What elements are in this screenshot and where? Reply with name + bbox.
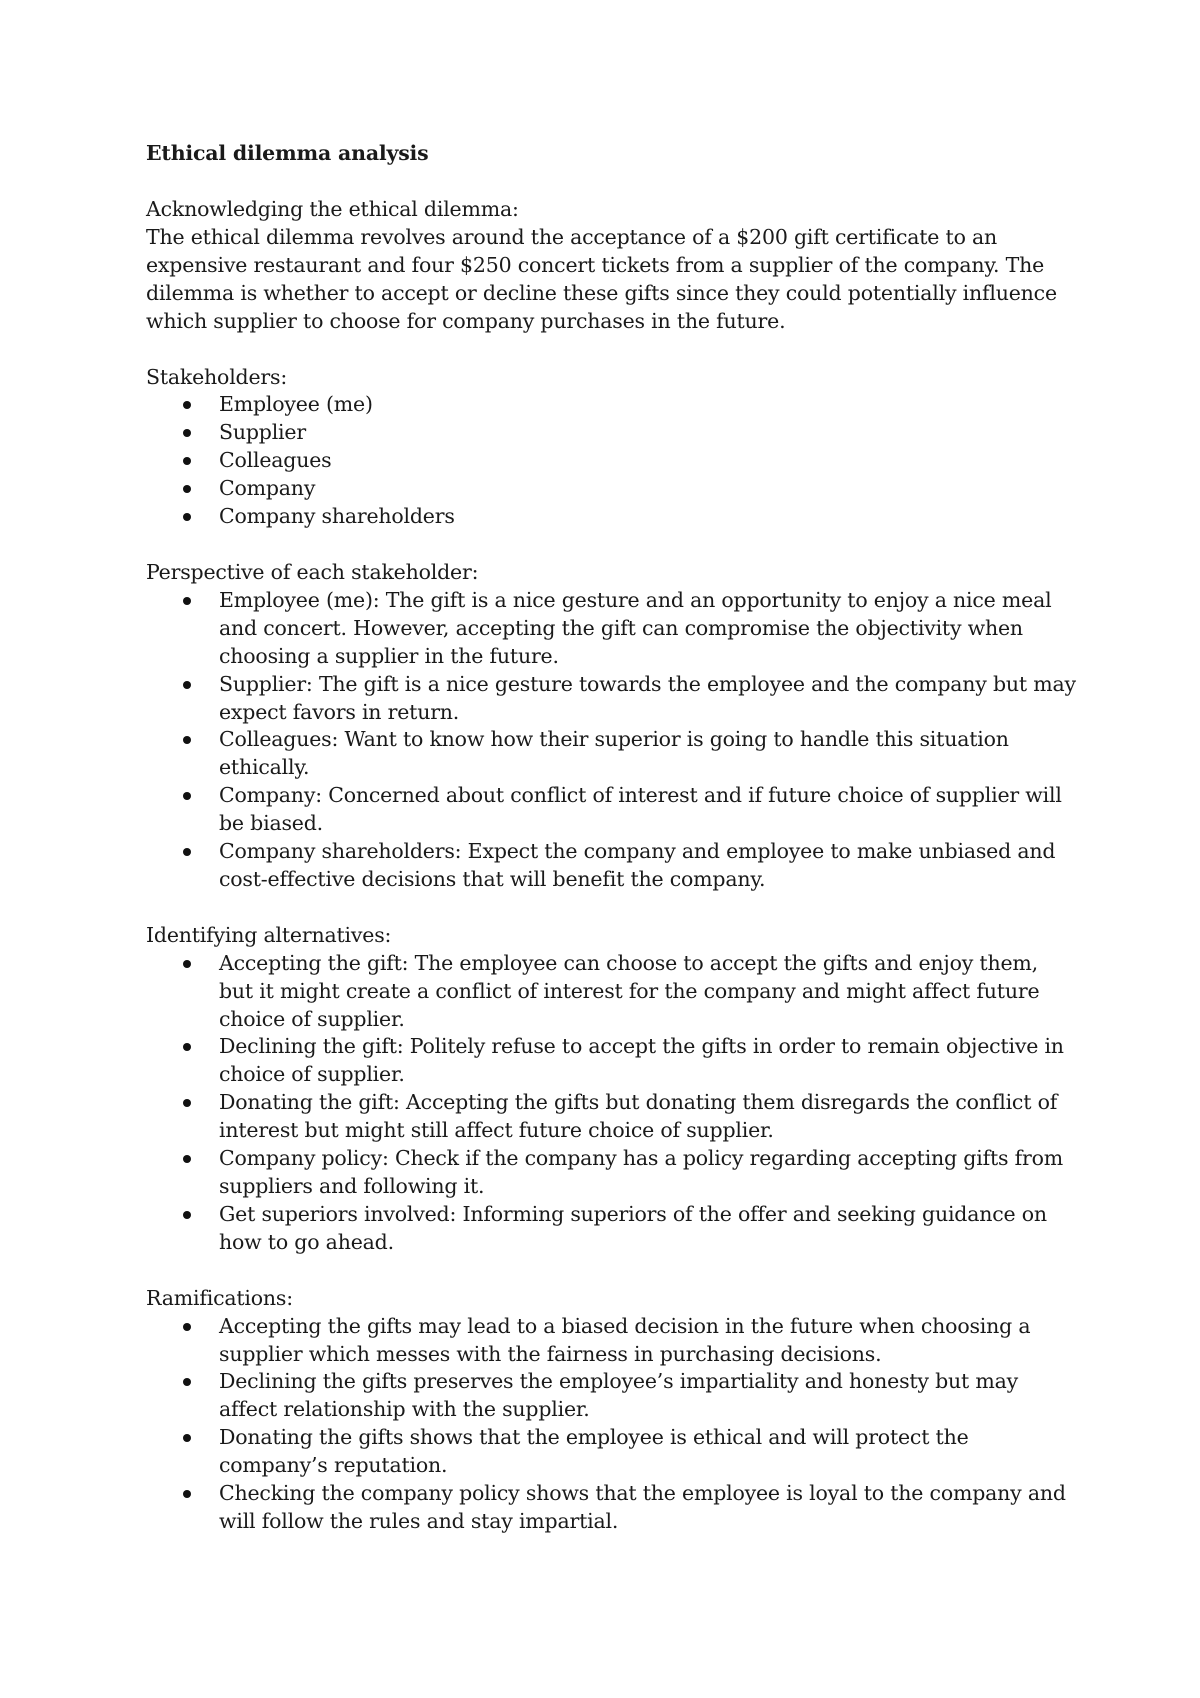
list-item-text: Company (219, 476, 316, 501)
section-stakeholders (146, 364, 1076, 531)
bullet-list (146, 391, 1076, 531)
list-item (146, 950, 1076, 1034)
section-heading: Perspective of each stakeholder: (146, 559, 479, 584)
list-item (146, 1480, 1076, 1536)
list-item (146, 838, 1076, 894)
bullet-icon (183, 1490, 191, 1498)
list-item-text: Employee (me) (219, 392, 373, 417)
bullet-icon (183, 848, 191, 856)
list-item (146, 1313, 1076, 1369)
bullet-icon (183, 1043, 191, 1051)
bullet-icon (183, 736, 191, 744)
bullet-icon (183, 485, 191, 493)
section-heading: Stakeholders: (146, 364, 288, 389)
list-item (146, 503, 1076, 531)
list-item-text: Donating the gifts shows that the employee is ethical and will protect the company’s reputation. (219, 1425, 969, 1478)
list-item-text: Employee (me): The gift is a nice gesture and an opportunity to enjoy a nice meal and concert. However, accepting the gift can compromise the objectivity when choosing a supplier in the future. (219, 587, 1052, 668)
list-item-text: Declining the gifts preserves the employee’s impartiality and honesty but may affect relationship with the supplier. (219, 1369, 1019, 1422)
bullet-icon (183, 1323, 191, 1331)
list-item (146, 782, 1076, 838)
list-item-text: Company shareholders: Expect the company and employee to make unbiased and cost-effective decisions that will benefit the company. (219, 839, 1056, 891)
list-item (146, 447, 1076, 475)
list-item (146, 391, 1076, 419)
list-item-text: Colleagues (219, 448, 332, 473)
list-item (146, 1145, 1076, 1201)
list-item (146, 419, 1076, 447)
bullet-icon (183, 429, 191, 437)
section-perspectives (146, 559, 1076, 894)
section-acknowledging-dilemma (146, 196, 1076, 336)
list-item-text: Accepting the gifts may lead to a biased decision in the future when choosing a supplier which messes with the fairness in purchasing decisions. (219, 1313, 1031, 1366)
list-item (146, 671, 1076, 727)
section-paragraph: The ethical dilemma revolves around the acceptance of a $200 gift certificate to an expensive restaurant and four $250 concert tickets from a supplier of the company. The dilemma is whether to accept or decline these gifts since they could potentially influence which supplier to choose for company purchases in the future. (146, 224, 1057, 333)
list-item-text: Supplier (219, 420, 306, 445)
bullet-icon (183, 401, 191, 409)
spacer (146, 894, 1076, 922)
section-heading: Acknowledging the ethical dilemma: (146, 197, 519, 221)
section-heading: Ramifications: (146, 1285, 293, 1310)
bullet-list (146, 950, 1076, 1257)
list-item-text: Checking the company policy shows that the employee is loyal to the company and will follow the rules and stay impartial. (219, 1481, 1066, 1533)
bullet-icon (183, 457, 191, 465)
list-item (146, 587, 1076, 671)
list-item-text: Accepting the gift: The employee can choose to accept the gifts and enjoy them, but it might create a conflict of interest for the company and might affect future choice of supplier. (219, 950, 1040, 1031)
bullet-icon (183, 792, 191, 800)
list-item (146, 1089, 1076, 1145)
section-alternatives (146, 922, 1076, 1257)
spacer (146, 336, 1076, 364)
list-item (146, 1424, 1076, 1480)
bullet-icon (183, 513, 191, 521)
bullet-icon (183, 1099, 191, 1107)
list-item-text: Get superiors involved: Informing superiors of the offer and seeking guidance on how to go ahead. (219, 1201, 1047, 1254)
list-item (146, 475, 1076, 503)
spacer (146, 168, 1076, 196)
list-item-text: Donating the gift: Accepting the gifts but donating them disregards the conflict of interest but might still affect future choice of supplier. (219, 1090, 1058, 1143)
bullet-icon (183, 1434, 191, 1442)
bullet-list (146, 1313, 1076, 1536)
list-item-text: Declining the gift: Politely refuse to accept the gifts in order to remain objective in choice of supplier. (219, 1034, 1064, 1087)
list-item-text: Company policy: Check if the company has a policy regarding accepting gifts from suppliers and following it. (219, 1146, 1064, 1198)
list-item (146, 1201, 1076, 1257)
spacer (146, 1257, 1076, 1285)
document-title: Ethical dilemma analysis (146, 141, 429, 165)
bullet-icon (183, 597, 191, 605)
bullet-icon (183, 1211, 191, 1219)
bullet-icon (183, 960, 191, 968)
list-item (146, 726, 1076, 782)
section-ramifications (146, 1285, 1076, 1536)
spacer (146, 531, 1076, 559)
bullet-icon (183, 1155, 191, 1163)
document-page (146, 140, 1076, 1536)
bullet-icon (183, 681, 191, 689)
list-item-text: Company: Concerned about conflict of interest and if future choice of supplier will be biased. (219, 783, 1062, 836)
list-item-text: Supplier: The gift is a nice gesture towards the employee and the company but may expect favors in return. (219, 671, 1076, 724)
bullet-list (146, 587, 1076, 894)
list-item-text: Company shareholders (219, 504, 455, 529)
list-item (146, 1368, 1076, 1424)
bullet-icon (183, 1378, 191, 1386)
list-item (146, 1033, 1076, 1089)
list-item-text: Colleagues: Want to know how their superior is going to handle this situation ethically. (219, 727, 1009, 780)
section-heading: Identifying alternatives: (146, 922, 392, 947)
